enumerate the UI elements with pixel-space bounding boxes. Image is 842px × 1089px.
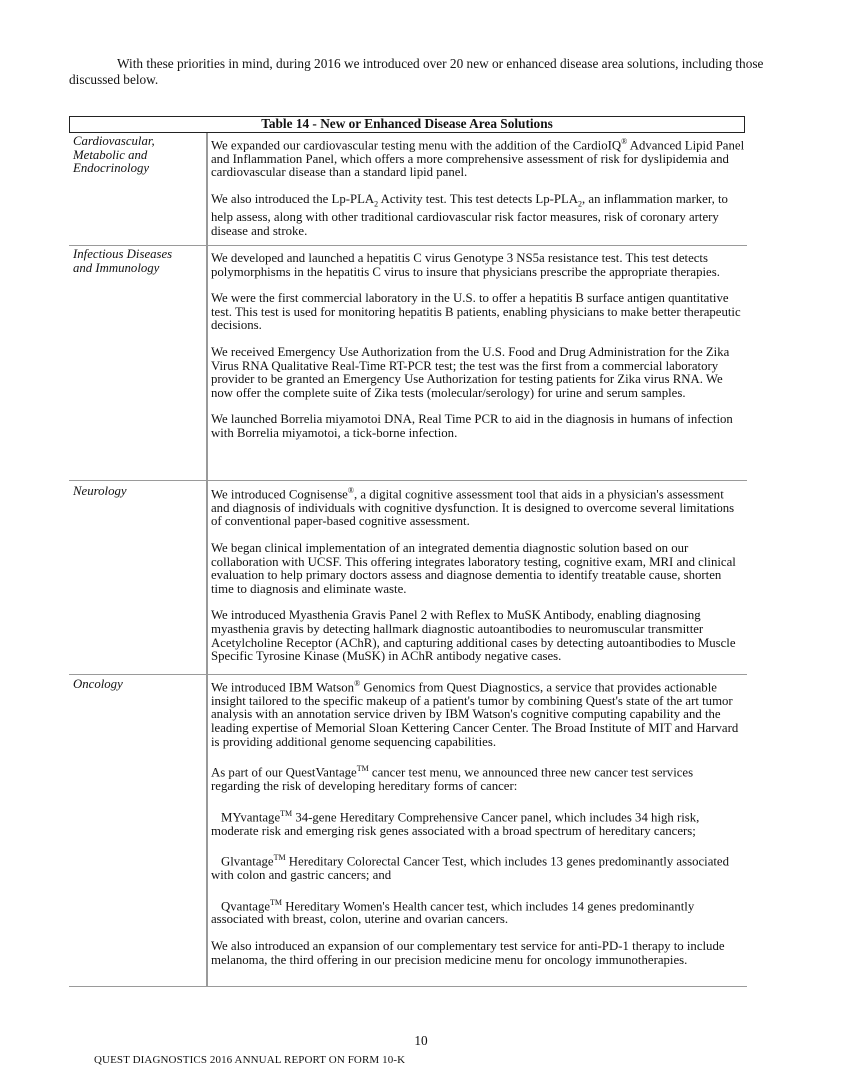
solution-paragraph: Qvantage™ Hereditary Women's Health cancer test, which includes 14 genes predominantly associated with breast, colon, uterine and ovarian cancers. [211,897,695,927]
solution-paragraph: MYvantage™ 34-gene Hereditary Comprehensive Cancer panel, which includes 34 high risk, moderate risk and emerging risk genes associated with a broad spectrum of hereditary cancers; [211,808,700,838]
table-row-infectious-diseases [69,246,747,481]
category-label: Oncology [73,677,123,691]
solution-paragraph: We received Emergency Use Authorization from the U.S. Food and Drug Administration for the Zika Virus RNA Qualitative Real-Time RT-PCR test; the test was the first from a commercial laboratory provider to be granted an Emergency Use Authorization for testing patients for Zika virus RNA. We now offer the complete suite of Zika tests (molecular/serology) for urine and serum samples. [211,344,730,400]
solution-paragraph: We introduced Myasthenia Gravis Panel 2 with Reflex to MuSK Antibody, enabling diagnosing myasthenia gravis by detecting hallmark diagnostic autoantibodies to neuromuscular transmitter Acetylcholine Receptor (AChR), and capturing additional cases by detecting autoantibodies to Muscle Specific Tyrosine Kinase (MuSK) in AChR antibody negative cases. [211,608,736,664]
table-title: Table 14 - New or Enhanced Disease Area Solutions [69,116,745,133]
solution-paragraph: We expanded our cardiovascular testing menu with the addition of the CardioIQ® Advanced Lipid Panel and Inflammation Panel, which offers a more comprehensive assessment of risk for dyslipidemia and cardiovascular disease than a standard lipid panel. [211,137,745,180]
solution-paragraph: We introduced IBM Watson® Genomics from Quest Diagnostics, a service that provides actionable insight tailored to the specific makeup of a patient's tumor by combining Quest's state of the art tumor analysis with an annotation service driven by IBM Watson's cognitive computing capability and the leading expertise of Memorial Sloan Kettering Cancer Center. The Broad Institute of MIT and Harvard is providing additional genome sequencing capabilities. [211,679,739,749]
page-footer: QUEST DIAGNOSTICS 2016 ANNUAL REPORT ON FORM 10-K [94,1054,406,1066]
solution-paragraph: Glvantage™ Hereditary Colorectal Cancer Test, which includes 13 genes predominantly associated with colon and gastric cancers; and [211,853,730,882]
category-label: Infectious Diseases and Immunology [73,247,173,275]
solution-paragraph: We began clinical implementation of an integrated dementia diagnostic solution based on our collaboration with UCSF. This offering integrates laboratory testing, cognitive exam, MRI and clinical evaluation to help primary doctors assess and diagnose dementia to identify treatable cause, shorten time to diagnosis and eliminate waste. [211,541,736,596]
category-label: Neurology [73,484,127,498]
table-row-oncology [69,675,747,987]
page-number: 10 [414,1033,428,1048]
solution-paragraph: We also introduced the $Lp-PLA_2$ Activity test. This test detects $Lp-PLA_2$, an inflammation marker, to help assess, along with other traditional cardiovascular risk factor measures, risk of coronary artery disease and stroke. [211,192,728,238]
intro-paragraph: With these priorities in mind, during 2016 we introduced over 20 new or enhanced disease area solutions, including those discussed below. [69,56,764,87]
solution-paragraph: We were the first commercial laboratory in the U.S. to offer a hepatitis B surface antigen quantitative test. This test is used for monitoring hepatitis B patients, enabling physicians to make better therapeutic decisions. [211,291,741,333]
solution-paragraph: As part of our QuestVantage™ cancer test menu, we announced three new cancer test services regarding the risk of developing hereditary forms of cancer: [211,764,694,794]
solution-paragraph: We launched Borrelia miyamotoi DNA, Real Time PCR to aid in the diagnosis in humans of infection with Borrelia miyamotoi, a tick-borne infection. [211,412,733,440]
solution-paragraph: We introduced Cognisense®, a digital cognitive assessment tool that aids in a physician's assessment and diagnosis of individuals with cognitive dysfunction. It is designed to overcome several limitations of conventional paper-based cognitive assessment. [211,486,735,529]
table-row-neurology [69,481,747,675]
solution-paragraph: We developed and launched a hepatitis C virus Genotype 3 NS5a resistance test. This test detects polymorphisms in the hepatitis C virus to insure that physicians prescribe the appropriate therapies. [211,251,720,279]
table-row-cardiovascular [69,133,747,246]
solution-paragraph: We also introduced an expansion of our complementary test service for anti-PD-1 therapy to include melanoma, the third offering in our precision medicine menu for oncology immunotherapies. [211,939,725,967]
category-label: Cardiovascular, Metabolic and Endocrinology [73,134,155,176]
